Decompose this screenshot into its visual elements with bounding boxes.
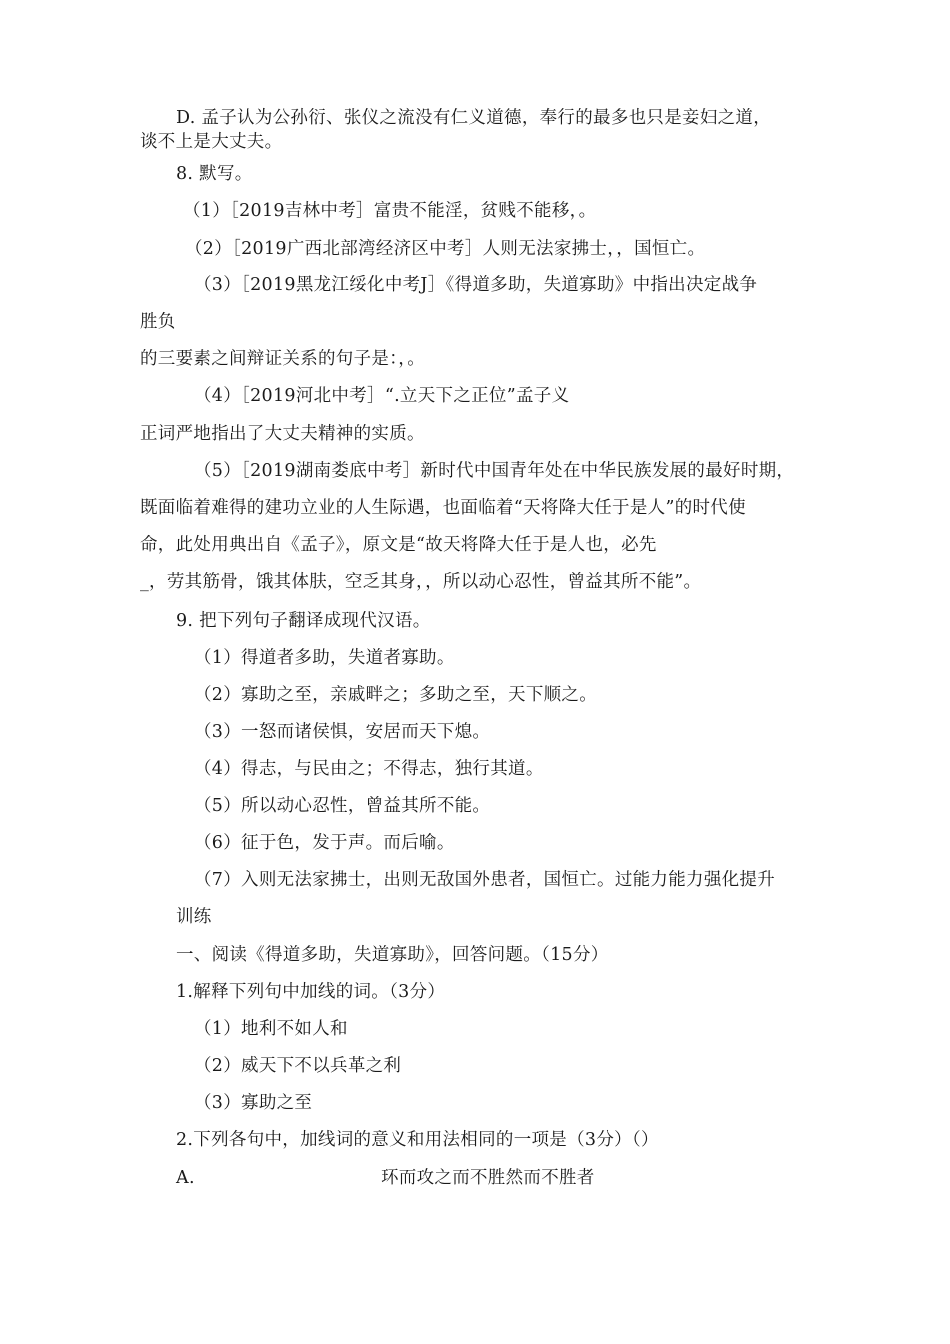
q8-item-5-line1: （5）［2019湖南娄底中考］新时代中国青年处在中华民族发展的最好时期， <box>194 461 795 481</box>
q8-heading: 8. 默写。 <box>176 164 253 184</box>
q9-item: （3）一怒而诸侯惧，安居而天下熄。 <box>194 722 491 742</box>
q9-heading: 9. 把下列句子翻译成现代汉语。 <box>176 611 431 631</box>
q8-item-5-line4: _，劳其筋骨，饿其体肤，空乏其身，，所以动心忍性，曾益其所不能”。 <box>140 572 702 592</box>
s1-question-2: 2.下列各句中，加线词的意义和用法相同的一项是（3分）（） <box>176 1130 659 1150</box>
q7-option-d-line2: 谈不上是大丈夫。 <box>140 132 283 152</box>
s1-q1-item: （1）地利不如人和 <box>194 1019 348 1039</box>
q8-item-5-line3: 命，此处用典出自《孟子》，原文是“故天将降大任于是人也，必先 <box>140 535 657 555</box>
q8-item-4-line1: （4）［2019河北中考］“.立天下之正位”孟子义 <box>194 386 570 406</box>
s1-question-1: 1.解释下列句中加线的词。（3分） <box>176 982 446 1002</box>
q9-item: （4）得志，与民由之；不得志，独行其道。 <box>194 759 544 779</box>
s1-q2-option-a-label: A. <box>176 1168 195 1188</box>
q8-item-3-line2: 胜负 <box>140 312 176 332</box>
s1-q1-item: （3）寡助之至 <box>194 1093 313 1113</box>
section1-heading: 一、阅读《得道多助，失道寡助》，回答问题。（15分） <box>176 945 609 965</box>
q8-item-3-line3: 的三要素之间辩证关系的句子是：，。 <box>140 349 426 369</box>
q8-item-5-line2: 既面临着难得的建功立业的人生际遇，也面临着“天将降大任于是人”的时代使 <box>140 498 746 518</box>
q9-item: （7）入则无法家拂士，出则无敌国外患者，国恒亡。过能力能力强化提升 <box>194 870 776 890</box>
q8-item-4-line2: 正词严地指出了大丈夫精神的实质。 <box>140 424 425 444</box>
q9-item: （5）所以动心忍性，曾益其所不能。 <box>194 796 491 816</box>
q8-item-1: （1）［2019吉林中考］富贵不能淫，贫贱不能移，。 <box>183 201 597 221</box>
q9-item: （1）得道者多助，失道者寡助。 <box>194 648 455 668</box>
q7-option-d-line1: D. 孟子认为公孙衍、张仪之流没有仁义道德，奉行的最多也只是妾妇之道， <box>176 108 772 128</box>
s1-q2-option-a-text: 环而攻之而不胜然而不胜者 <box>381 1168 595 1188</box>
q9-item: （2）寡助之至，亲戚畔之；多助之至，天下顺之。 <box>194 685 598 705</box>
q8-item-3-line1: （3）［2019黑龙江绥化中考J］《得道多助，失道寡助》中指出决定战争 <box>194 275 758 295</box>
training-label: 训练 <box>176 907 212 927</box>
q9-item: （6）征于色，发于声。而后喻。 <box>194 833 455 853</box>
q8-item-2: （2）［2019广西北部湾经济区中考］人则无法家拂士，，国恒亡。 <box>185 239 706 259</box>
s1-q1-item: （2）威天下不以兵革之利 <box>194 1056 402 1076</box>
